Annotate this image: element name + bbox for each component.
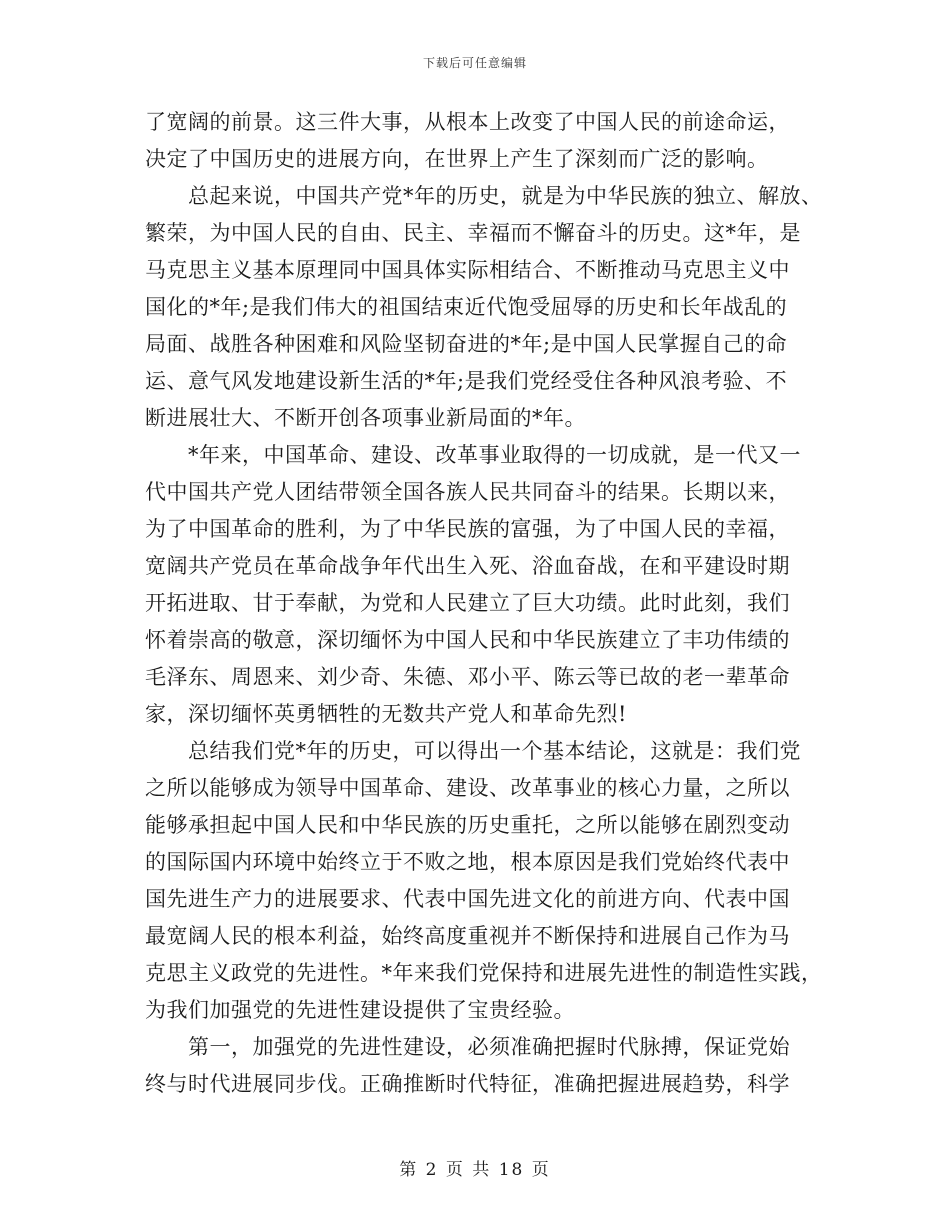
text-line: 最宽阔人民的根本利益，始终高度重视并不断保持和进展自己作为马 [145,924,790,948]
text-line: 总起来说，中国共产党*年的历史，就是为中华民族的独立、解放、 [188,184,823,208]
text-line: 开拓进取、甘于奉献，为党和人民建立了巨大功绩。此时此刻，我们 [145,591,790,615]
text-line: 的国际国内环境中始终立于不败之地，根本原因是我们党始终代表中 [145,850,790,874]
text-line: 为了中国革命的胜利，为了中华民族的富强，为了中国人民的幸福， [145,517,790,541]
text-line: 断进展壮大、不断开创各项事业新局面的*年。 [145,406,586,430]
text-line: 终与时代进展同步伐。正确推断时代特征，准确把握进展趋势，科学 [145,1072,790,1096]
text-line: 克思主义政党的先进性。*年来我们党保持和进展先进性的制造性实践， [145,961,823,985]
text-line: 第一，加强党的先进性建设，必须准确把握时代脉搏，保证党始 [188,1035,790,1059]
page-header: 下载后可任意编辑 [422,56,527,70]
text-line: 宽阔共产党员在革命战争年代出生入死、浴血奋战，在和平建设时期 [145,554,790,578]
text-line: 运、意气风发地建设新生活的*年;是我们党经受住各种风浪考验、不 [145,369,788,393]
text-line: 局面、战胜各种困难和风险坚韧奋进的*年;是中国人民掌握自己的命 [145,332,788,356]
text-line: 毛泽东、周恩来、刘少奇、朱德、邓小平、陈云等已故的老一辈革命 [145,665,790,689]
text-line: 家，深切缅怀英勇牺牲的无数共产党人和革命先烈! [145,702,627,726]
text-line: 繁荣，为中国人民的自由、民主、幸福而不懈奋斗的历史。这*年，是 [145,221,801,245]
text-line: 总结我们党*年的历史，可以得出一个基本结论，这就是：我们党 [188,739,801,763]
text-line: 为我们加强党的先进性建设提供了宝贵经验。 [145,998,575,1022]
text-line: 能够承担起中国人民和中华民族的历史重托，之所以能够在剧烈变动 [145,813,790,837]
text-line: 决定了中国历史的进展方向，在世界上产生了深刻而广泛的影响。 [145,147,769,171]
text-line: 国先进生产力的进展要求、代表中国先进文化的前进方向、代表中国 [145,887,790,911]
text-line: *年来，中国革命、建设、改革事业取得的一切成就，是一代又一 [188,443,801,467]
text-line: 之所以能够成为领导中国革命、建设、改革事业的核心力量，之所以 [145,776,790,800]
document-body [145,104,825,1103]
page-number-footer: 第 2 页 共 18 页 [399,1160,551,1180]
text-line: 怀着崇高的敬意，深切缅怀为中国人民和中华民族建立了丰功伟绩的 [145,628,790,652]
text-line: 代中国共产党人团结带领全国各族人民共同奋斗的结果。长期以来， [145,480,790,504]
text-line: 马克思主义基本原理同中国具体实际相结合、不断推动马克思主义中 [145,258,790,282]
text-line: 了宽阔的前景。这三件大事，从根本上改变了中国人民的前途命运， [145,110,790,134]
text-line: 国化的*年;是我们伟大的祖国结束近代饱受屈辱的历史和长年战乱的 [145,295,788,319]
